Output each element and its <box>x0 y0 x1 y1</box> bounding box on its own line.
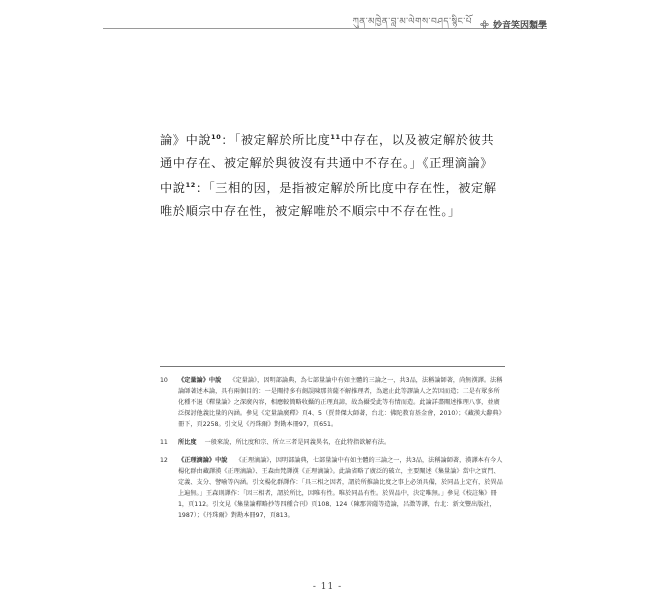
footnote-heading: 所比度 <box>178 439 197 446</box>
footnote-ref-12[interactable]: 12 <box>185 181 196 190</box>
footnote-number: 12 <box>160 457 168 464</box>
footnote-body: 《正理滴論》，因明部論典，七部量論中有如主體的三論之一，共3品，法稱論師著，漢譯本有今人楊化群由藏譯漢《正理滴論》、王森由梵譯漢《正理滴論》。此論省略了廣泛的破立，主要闡述《集量論》當中之實門、定義、支分、譬喻等內涵。引文楊化群譯作：「具三相之因者，謂於所推論比度之事上必須具備，於同品上定有，於異品上遍無。」王森則譯作：「因三相者，謂於所比，因唯有性。唯於同品有性。於異品中，決定唯無。」參見《校註集》冊1，頁112。引文見《集量論釋略抄等四種合刊》頁108、124（陳那菩薩等造論，呂澂等譯，台北：新文豐出版社，1987）；《丹珠爾》對勘本冊97，頁813。 <box>178 457 503 519</box>
page-number: - 11 - <box>312 582 343 592</box>
running-header <box>352 12 547 37</box>
footnote-item <box>160 455 505 521</box>
footnotes <box>160 366 505 528</box>
footnote-text <box>178 455 505 521</box>
footnote-divider <box>160 366 505 367</box>
footnote-heading: 《正理滴論》中說 <box>178 457 228 464</box>
footnote-ref-11[interactable]: 11 <box>330 133 341 141</box>
footnote-item <box>160 437 505 448</box>
footnote-body: 一般來說，所比度和宗、所立三者是同義異名，在此特指欲解有法。 <box>204 439 391 446</box>
footnote-number: 11 <box>160 439 168 446</box>
header-title: 妙音笑因類學 <box>492 21 547 31</box>
body-text <box>160 126 505 222</box>
footnote-number: 10 <box>160 377 168 384</box>
header-tibetan-title: ཀུན་མཁྱེན་བླ་མ་ལེགས་བཤད་སྙིང་པོ <box>352 17 472 27</box>
body-text-segment: 論》中說 <box>160 133 212 148</box>
body-paragraph <box>160 126 505 222</box>
footnote-text <box>178 437 505 448</box>
footnote-heading: 《定量論》中說 <box>178 377 222 384</box>
body-text-segment: ：「被定解於所比度 <box>221 133 331 148</box>
footnote-item <box>160 375 505 430</box>
body-text-segment: ：「三相的因，是指被定解於所比度中存在性，被定解唯於順宗中存在性，被定解唯於不順宗中不存在性。」 <box>160 181 497 218</box>
flower-emblem-icon <box>480 20 489 29</box>
footnote-body: 《定量論》，因明部論典，為七部量論中有如主體的三論之一，共3品，法稱論師著，尚無漢譯。法稱論師著述本論，具有兩個目的：一是闡持多有劍誤陳那菩薩不解推理者，為遮止此等謬論人之苦因而造；二是有眾多所化種不退《釋量論》之深廣內容，相應較簡略收攝的正理真諦，故為攝受此等有情而造。此論詳盡闡述推理八事，並廣泛探討他義比量的內涵。參見《定量論廣釋》頁4、5（賈普傑大師著，台北：佛陀教育基金會，2010）；《藏漢大辭典》冊下，頁2258。引文見《丹珠爾》對勘本冊97，頁651。 <box>178 377 505 428</box>
body-text-segment: 中存在，以及被定解於彼共通中存在、被定解於與彼沒有共通中不存在。」《正理滴論》中說 <box>160 133 495 196</box>
footnote-text <box>178 375 505 430</box>
footnote-ref-10[interactable]: 10 <box>211 133 222 141</box>
